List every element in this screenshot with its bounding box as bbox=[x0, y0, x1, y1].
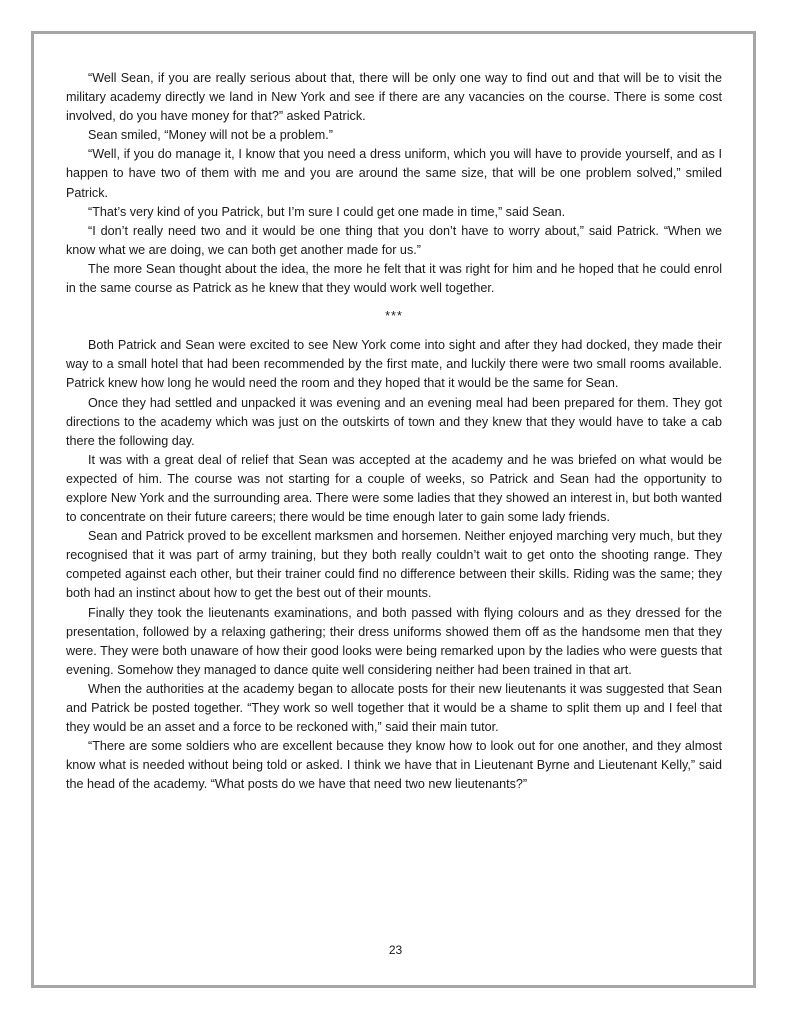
paragraph: “There are some soldiers who are excellent because they know how to look out for one another, and they almost know what is needed without being told or asked. I think we have that in Lieutenant Byrne and Lieutenant Kelly,” said the head of the academy. “What posts do we have that need two new lieutenants?” bbox=[66, 739, 722, 792]
paragraph: “Well, if you do manage it, I know that you need a dress uniform, which you will have to provide yourself, and as I happen to have two of them with me and you are around the same size, that will be one problem solved,” smiled Patrick. bbox=[66, 147, 722, 200]
page-number: 23 bbox=[388, 943, 403, 957]
paragraph: “That’s very kind of you Patrick, but I’m sure I could get one made in time,” said Sean. bbox=[88, 204, 566, 219]
paragraph: “I don’t really need two and it would be one thing that you don’t have to worry about,” said Patrick. “When we know what we are doing, we can both get another made for us.” bbox=[66, 223, 722, 257]
paragraph: Sean smiled, “Money will not be a problem.” bbox=[88, 128, 333, 143]
paragraph: “Well Sean, if you are really serious about that, there will be only one way to find out and that will be to visit the military academy directly we land in New York and see if there are any vacancies on the course. There is some cost involved, do you have money for that?” asked Patrick. bbox=[66, 71, 722, 124]
paragraph: It was with a great deal of relief that Sean was accepted at the academy and he was briefed on what would be expected of him. The course was not starting for a couple of weeks, so Patrick and Sean had the opportunity to explore New York and the surrounding area. There were some ladies that they showed an interest in, but both wanted to concentrate on their future careers; there would be time enough later to gain some lady friends. bbox=[66, 452, 722, 525]
body-text bbox=[66, 69, 722, 794]
paragraph: Sean and Patrick proved to be excellent marksmen and horsemen. Neither enjoyed marching very much, but they recognised that it was part of army training, but they both really couldn’t wait to get onto the shooting range. They competed against each other, but their trainer could find no difference between their skills. Riding was the same; they both had an instinct about how to get the best out of their mounts. bbox=[66, 529, 722, 601]
paragraph: The more Sean thought about the idea, the more he felt that it was right for him and he hoped that he could enrol in the same course as Patrick as he knew that they would work well together. bbox=[66, 261, 722, 296]
paragraph: Once they had settled and unpacked it was evening and an evening meal had been prepared for them. They got directions to the academy which was just on the outskirts of town and they knew that they would have to take a cab there the following day. bbox=[66, 395, 722, 448]
paragraph: Both Patrick and Sean were excited to see New York come into sight and after they had docked, they made their way to a small hotel that had been recommended by the first mate, and luckily there were two small rooms available. Patrick knew how long he would need the room and they hoped that it would be the same for Sean. bbox=[66, 338, 722, 391]
paragraph: When the authorities at the academy began to allocate posts for their new lieutenants it was suggested that Sean and Patrick be posted together. “They work so well together that it would be a shame to split them up and I feel that they would be an asset and a force to be reckoned with,” said their main tutor. bbox=[66, 681, 722, 735]
scene-break: *** bbox=[385, 309, 403, 324]
paragraph: Finally they took the lieutenants examinations, and both passed with flying colours and as they dressed for the presentation, followed by a relaxing gathering; their dress uniforms showed them off as the handsome men that they were. They were both unaware of how their good looks were being remarked upon by the ladies who were guests that evening. Somehow they managed to dance quite well considering neither had been trained in that art. bbox=[66, 605, 722, 677]
